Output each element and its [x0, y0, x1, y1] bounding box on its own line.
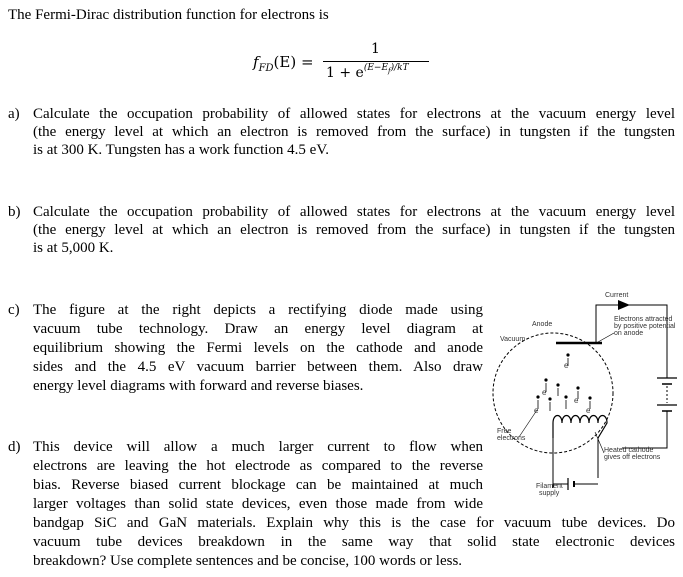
- intro-text: The Fermi-Dirac distribution function for electrons is: [8, 7, 329, 23]
- filament-supply-label-1: Filament: [536, 483, 563, 490]
- electron-symbol: e: [586, 406, 591, 415]
- current-label: Current: [605, 292, 629, 299]
- electron-dot: [564, 395, 567, 398]
- question-d-line-4: larger voltages than solid state devices, even those made from wide: [33, 496, 483, 512]
- question-d-line-3: bias. Reverse biased current blockage can be maintained at much: [33, 477, 483, 493]
- electron-symbol: e: [534, 406, 539, 415]
- question-b-line-2: (the energy level at which an electron is removed from the surface) in tungsten if the tungsten: [33, 222, 675, 238]
- question-c-label: c): [8, 302, 20, 318]
- current-arrow: [618, 300, 630, 310]
- question-d-line-1: This device will allow a much larger current to flow when: [33, 439, 483, 455]
- formula-denominator-base: 1 + e: [326, 65, 364, 81]
- question-b-line-3: is at 5,000 K.: [33, 240, 114, 256]
- electron-dot: [588, 396, 591, 399]
- question-a-line-1: Calculate the occupation probability of allowed states for electrons at the vacuum energy level: [33, 106, 675, 122]
- formula-lhs: f: [253, 53, 259, 71]
- question-d-line-5: bandgap SiC and GaN materials. Explain why this is the case for vacuum tube devices. Do: [33, 515, 675, 531]
- filament-supply-label-2: supply: [539, 490, 560, 497]
- heated-cathode-label-1: Heated cathode: [604, 447, 654, 454]
- electrons-attracted-label-1: Electrons attracted: [614, 316, 673, 323]
- electron-symbol: e: [564, 361, 569, 370]
- formula-exponent: (E−E: [363, 63, 389, 73]
- electron-dot: [576, 386, 579, 389]
- electron-symbol: e: [574, 396, 579, 405]
- question-d-label: d): [8, 439, 21, 455]
- question-c-line-1: The figure at the right depicts a rectifying diode made using: [33, 302, 483, 318]
- question-c-line-3: equilibrium showing the Fermi levels on the cathode and anode: [33, 340, 483, 356]
- electron-dot: [544, 378, 547, 381]
- question-c-line-4: sides and the 4.5 eV vacuum barrier between them. Also draw: [33, 359, 483, 375]
- electron-symbol: e: [542, 388, 547, 397]
- formula-exponent-tail: )/kT: [390, 63, 409, 73]
- heated-cathode-label-2: gives off electrons: [604, 454, 661, 461]
- electron-dot: [556, 383, 559, 386]
- electron-dot: [566, 353, 569, 356]
- question-a-label: a): [8, 106, 20, 122]
- free-electrons-label-2: electrons: [497, 435, 526, 442]
- formula-lhs-argument: (E) =: [273, 53, 314, 71]
- free-electrons-label-1: Free: [497, 428, 512, 435]
- electrons-attracted-label-2: by positive potential: [614, 323, 676, 330]
- question-d-line-2: electrons are leaving the hot electrode as compared to the reverse: [33, 458, 483, 474]
- question-c-line-5: energy level diagrams with forward and reverse biases.: [33, 378, 364, 394]
- electron-dot: [536, 395, 539, 398]
- formula-exponent-subscript: f: [388, 66, 391, 75]
- formula-lhs-subscript: FD: [258, 63, 274, 74]
- vacuum-label: Vacuum: [500, 336, 526, 343]
- question-c-line-2: vacuum tube technology. Draw an energy level diagram at: [33, 321, 483, 337]
- question-d-line-6: vacuum tube devices breakdown in the same way that solid state electronic devices: [33, 534, 675, 550]
- anode-label: Anode: [532, 321, 553, 328]
- electron-dot: [548, 397, 551, 400]
- question-a-line-2: (the energy level at which an electron is removed from the surface) in tungsten if the tungsten: [33, 124, 675, 140]
- electrons-attracted-label-3: on anode: [614, 330, 644, 337]
- leader-line: [598, 333, 614, 342]
- question-a-line-3: is at 300 K. Tungsten has a work function 4.5 eV.: [33, 142, 329, 158]
- question-d-line-7: breakdown? Use complete sentences and be concise, 100 words or less.: [33, 553, 463, 569]
- circuit-wire: [622, 411, 667, 448]
- formula-numerator: 1: [371, 41, 380, 57]
- question-b-label: b): [8, 204, 21, 220]
- question-b-line-1: Calculate the occupation probability of allowed states for electrons at the vacuum energy level: [33, 204, 675, 220]
- cathode-coil-icon: [553, 416, 607, 439]
